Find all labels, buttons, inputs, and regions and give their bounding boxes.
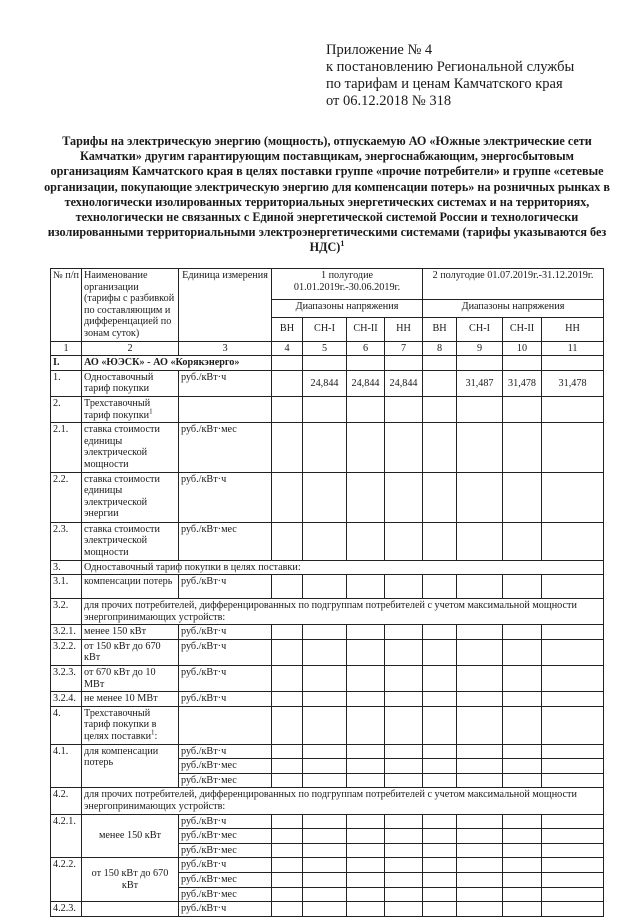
header-sn2-2: СН-II: [503, 317, 542, 341]
index-cell: 4: [272, 341, 303, 356]
row-name: [82, 396, 179, 422]
value-cell: [503, 666, 542, 692]
empty-cell: [385, 872, 423, 887]
row-unit: руб./кВт·мес: [179, 773, 272, 788]
row-name: компенсации потерь: [82, 575, 179, 599]
index-cell: 1: [51, 341, 82, 356]
row-num: 4.2.3.: [51, 902, 82, 917]
empty-cell: [542, 706, 604, 744]
empty-cell: [347, 902, 385, 917]
empty-cell: [347, 872, 385, 887]
value-cell: [303, 625, 347, 640]
empty-cell: [503, 887, 542, 902]
header-nn-1: НН: [385, 317, 423, 341]
empty-cell: [542, 872, 604, 887]
index-cell: 9: [457, 341, 503, 356]
value-cell: [423, 692, 457, 707]
empty-cell: [423, 843, 457, 858]
empty-cell: [385, 887, 423, 902]
header-sn2-1: СН-II: [347, 317, 385, 341]
row-name-text: Трехставочный тариф покупки в целях поставки: [84, 707, 157, 743]
row-name: не менее 10 МВт: [82, 692, 179, 707]
table-row: [51, 423, 604, 472]
row-num: 2.2.: [51, 472, 82, 522]
empty-cell: [423, 706, 457, 744]
value-cell: [385, 692, 423, 707]
empty-cell: [385, 773, 423, 788]
appendix-line-4: от 06.12.2018 № 318: [326, 93, 452, 109]
header-unit: Единица измерения: [179, 269, 272, 342]
empty-cell: [303, 396, 347, 422]
value-cell: [542, 625, 604, 640]
empty-cell: [272, 902, 303, 917]
row-name: от 150 кВт до 670 кВт: [82, 639, 179, 665]
empty-cell: [303, 858, 347, 873]
row-unit: руб./кВт·ч: [179, 472, 272, 522]
appendix-header: [326, 42, 626, 110]
row-name: [82, 902, 179, 917]
index-cell: 3: [179, 341, 272, 356]
row-name-suffix: :: [154, 731, 158, 743]
empty-cell: [457, 356, 503, 371]
value-cell: [303, 522, 347, 560]
row-unit: руб./кВт·ч: [179, 858, 272, 873]
index-cell: 10: [503, 341, 542, 356]
table-row: [51, 814, 604, 829]
index-cell: 8: [423, 341, 457, 356]
row-unit: руб./кВт·мес: [179, 829, 272, 844]
value-cell: [503, 575, 542, 599]
org-num: I.: [51, 356, 82, 371]
empty-cell: [503, 773, 542, 788]
empty-cell: [303, 814, 347, 829]
value-cell: [303, 472, 347, 522]
row-name: для компенсации потерь: [82, 744, 179, 788]
empty-cell: [457, 744, 503, 759]
value-cell: [303, 666, 347, 692]
row-unit: руб./кВт·мес: [179, 759, 272, 774]
empty-cell: [423, 814, 457, 829]
empty-cell: [542, 744, 604, 759]
row-unit: руб./кВт·ч: [179, 639, 272, 665]
table-row: [51, 706, 604, 744]
value-cell: [542, 666, 604, 692]
value-cell: [457, 666, 503, 692]
empty-cell: [385, 829, 423, 844]
index-cell: 7: [385, 341, 423, 356]
row-unit: руб./кВт·мес: [179, 887, 272, 902]
row-num: 4.2.2.: [51, 858, 82, 902]
row-num: 4.2.: [51, 788, 82, 814]
row-name: для прочих потребителей, дифференцированных по подгруппам потребителей с учетом максимальной мощности энергопринимающих устройств:: [82, 788, 604, 814]
row-name: [82, 706, 179, 744]
header-sn1-1: СН-I: [303, 317, 347, 341]
value-cell: [457, 692, 503, 707]
row-unit: руб./кВт·ч: [179, 692, 272, 707]
value-cell: [503, 472, 542, 522]
value-cell: [503, 423, 542, 472]
value-cell: [457, 472, 503, 522]
empty-cell: [457, 902, 503, 917]
row-num: 3.2.4.: [51, 692, 82, 707]
row-num: 4.1.: [51, 744, 82, 788]
row-num: 4.2.1.: [51, 814, 82, 858]
value-cell: [272, 575, 303, 599]
empty-cell: [423, 356, 457, 371]
value-cell: [503, 639, 542, 665]
empty-cell: [423, 902, 457, 917]
value-cell: [423, 472, 457, 522]
row-name: ставка стоимости единицы электрической энергии: [82, 472, 179, 522]
org-row: [51, 356, 604, 371]
row-name: Одноставочный тариф покупки: [82, 370, 179, 396]
title-footnote: 1: [340, 239, 345, 249]
row-unit: руб./кВт·мес: [179, 843, 272, 858]
row-unit: руб./кВт·мес: [179, 872, 272, 887]
row-name-text: Одноставочный тариф покупки в целях поставки:: [84, 561, 301, 573]
empty-cell: [303, 902, 347, 917]
tariff-table: [50, 268, 604, 917]
empty-cell: [347, 744, 385, 759]
empty-cell: [503, 396, 542, 422]
empty-cell: [303, 843, 347, 858]
empty-cell: [385, 858, 423, 873]
row-footnote: 1: [151, 728, 155, 737]
value-cell: [457, 639, 503, 665]
table-row: [51, 396, 604, 422]
empty-cell: [457, 829, 503, 844]
empty-cell: [503, 759, 542, 774]
value-cell: [272, 692, 303, 707]
value-cell: [423, 639, 457, 665]
index-cell: 6: [347, 341, 385, 356]
empty-cell: [385, 759, 423, 774]
value-cell: [347, 575, 385, 599]
row-num: 3.2.3.: [51, 666, 82, 692]
index-cell: 2: [82, 341, 179, 356]
document-title: [44, 134, 610, 256]
empty-cell: [303, 872, 347, 887]
empty-cell: [303, 887, 347, 902]
index-cell: 5: [303, 341, 347, 356]
empty-cell: [542, 858, 604, 873]
empty-cell: [272, 858, 303, 873]
row-num: 2.: [51, 396, 82, 422]
header-row-1: [51, 269, 604, 300]
empty-cell: [457, 814, 503, 829]
header-vn-2: ВН: [423, 317, 457, 341]
empty-cell: [272, 829, 303, 844]
value-cell: [272, 639, 303, 665]
empty-cell: [503, 872, 542, 887]
empty-cell: [423, 759, 457, 774]
value-cell: [457, 423, 503, 472]
table-row: [51, 692, 604, 707]
empty-cell: [503, 356, 542, 371]
row-unit: [179, 706, 272, 744]
header-name: Наименование организации (тарифы с разбивкой по составляющим и дифференцацией по зонам суток): [82, 269, 179, 342]
empty-cell: [347, 858, 385, 873]
value-cell: [272, 522, 303, 560]
header-sn1-2: СН-I: [457, 317, 503, 341]
value-cell: [385, 522, 423, 560]
empty-cell: [457, 759, 503, 774]
empty-cell: [457, 858, 503, 873]
value-cell: [457, 522, 503, 560]
value-cell: 24,844: [385, 370, 423, 396]
table-row: [51, 575, 604, 599]
empty-cell: [347, 814, 385, 829]
empty-cell: [303, 744, 347, 759]
index-row: [51, 341, 604, 356]
header-half2: 2 полугодие 01.07.2019г.-31.12.2019г.: [423, 269, 604, 300]
row-name: менее 150 кВт: [82, 814, 179, 858]
appendix-line-1: Приложение № 4: [326, 42, 433, 58]
empty-cell: [347, 356, 385, 371]
table-row: [51, 639, 604, 665]
empty-cell: [423, 829, 457, 844]
value-cell: [503, 625, 542, 640]
empty-cell: [457, 773, 503, 788]
value-cell: [385, 666, 423, 692]
value-cell: [272, 370, 303, 396]
empty-cell: [457, 396, 503, 422]
empty-cell: [542, 759, 604, 774]
empty-cell: [385, 706, 423, 744]
empty-cell: [542, 814, 604, 829]
header-nn-2: НН: [542, 317, 604, 341]
value-cell: [385, 575, 423, 599]
value-cell: [423, 575, 457, 599]
row-unit: руб./кВт·ч: [179, 666, 272, 692]
row-name-text: Трехставочный тариф покупки: [84, 397, 151, 421]
table-row: [51, 560, 604, 575]
value-cell: [347, 522, 385, 560]
table-row: [51, 625, 604, 640]
empty-cell: [303, 759, 347, 774]
empty-cell: [347, 829, 385, 844]
table-row: [51, 744, 604, 759]
value-cell: [542, 423, 604, 472]
row-name: [82, 560, 604, 575]
value-cell: 24,844: [303, 370, 347, 396]
table-row: [51, 666, 604, 692]
row-name: от 150 кВт до 670 кВт: [82, 858, 179, 902]
value-cell: [347, 472, 385, 522]
empty-cell: [347, 843, 385, 858]
empty-cell: [385, 843, 423, 858]
empty-cell: [385, 814, 423, 829]
value-cell: [303, 575, 347, 599]
value-cell: [542, 522, 604, 560]
row-name: ставка стоимости электрической мощности: [82, 522, 179, 560]
row-unit: руб./кВт·ч: [179, 575, 272, 599]
row-footnote: 1: [149, 407, 153, 416]
value-cell: [542, 639, 604, 665]
header-half1: 1 полугодие 01.01.2019г.-30.06.2019г.: [272, 269, 423, 300]
value-cell: [423, 370, 457, 396]
empty-cell: [423, 744, 457, 759]
empty-cell: [272, 744, 303, 759]
value-cell: [347, 625, 385, 640]
value-cell: [347, 639, 385, 665]
value-cell: [385, 423, 423, 472]
table-row: [51, 370, 604, 396]
empty-cell: [423, 396, 457, 422]
row-num: 2.3.: [51, 522, 82, 560]
value-cell: [542, 472, 604, 522]
empty-cell: [503, 902, 542, 917]
row-num: 2.1.: [51, 423, 82, 472]
row-num: 3.: [51, 560, 82, 575]
empty-cell: [423, 887, 457, 902]
empty-cell: [272, 843, 303, 858]
appendix-line-3: по тарифам и ценам Камчатского края: [326, 76, 563, 92]
row-num: 4.: [51, 706, 82, 744]
row-unit: руб./кВт·ч: [179, 370, 272, 396]
row-unit: руб./кВт·ч: [179, 902, 272, 917]
empty-cell: [272, 773, 303, 788]
row-name: от 670 кВт до 10 МВт: [82, 666, 179, 692]
empty-cell: [542, 356, 604, 371]
table-row: [51, 522, 604, 560]
table-row: [51, 599, 604, 625]
value-cell: [423, 625, 457, 640]
table-row: [51, 472, 604, 522]
empty-cell: [272, 396, 303, 422]
value-cell: [503, 692, 542, 707]
value-cell: 31,487: [457, 370, 503, 396]
row-name: ставка стоимости единицы электрической мощности: [82, 423, 179, 472]
empty-cell: [542, 887, 604, 902]
value-cell: [347, 423, 385, 472]
row-num: 3.2.: [51, 599, 82, 625]
row-unit: руб./кВт·ч: [179, 625, 272, 640]
empty-cell: [303, 829, 347, 844]
row-unit: руб./кВт·ч: [179, 744, 272, 759]
value-cell: [457, 625, 503, 640]
row-unit: руб./кВт·ч: [179, 814, 272, 829]
empty-cell: [303, 356, 347, 371]
empty-cell: [272, 872, 303, 887]
value-cell: [423, 423, 457, 472]
empty-cell: [272, 887, 303, 902]
header-vn-1: ВН: [272, 317, 303, 341]
value-cell: [503, 522, 542, 560]
empty-cell: [423, 872, 457, 887]
value-cell: [542, 692, 604, 707]
empty-cell: [272, 814, 303, 829]
empty-cell: [503, 858, 542, 873]
empty-cell: [542, 843, 604, 858]
empty-cell: [303, 706, 347, 744]
value-cell: [423, 666, 457, 692]
empty-cell: [272, 706, 303, 744]
row-unit: руб./кВт·мес: [179, 423, 272, 472]
empty-cell: [347, 396, 385, 422]
empty-cell: [542, 396, 604, 422]
value-cell: 24,844: [347, 370, 385, 396]
value-cell: [423, 522, 457, 560]
empty-cell: [347, 759, 385, 774]
value-cell: 31,478: [542, 370, 604, 396]
row-name: менее 150 кВт: [82, 625, 179, 640]
empty-cell: [503, 814, 542, 829]
value-cell: [272, 472, 303, 522]
empty-cell: [347, 706, 385, 744]
header-ranges-2: Диапазоны напряжения: [423, 300, 604, 317]
empty-cell: [503, 706, 542, 744]
empty-cell: [503, 843, 542, 858]
empty-cell: [385, 356, 423, 371]
header-num: № п/п: [51, 269, 82, 342]
empty-cell: [385, 396, 423, 422]
empty-cell: [542, 829, 604, 844]
empty-cell: [542, 773, 604, 788]
value-cell: [347, 692, 385, 707]
empty-cell: [303, 773, 347, 788]
value-cell: [303, 639, 347, 665]
value-cell: [385, 472, 423, 522]
value-cell: [303, 423, 347, 472]
value-cell: [385, 625, 423, 640]
value-cell: [303, 692, 347, 707]
org-name: АО «ЮЭСК» - АО «Корякэнерго»: [82, 356, 272, 371]
row-num: 3.2.2.: [51, 639, 82, 665]
value-cell: [385, 639, 423, 665]
empty-cell: [423, 773, 457, 788]
value-cell: [272, 423, 303, 472]
empty-cell: [457, 843, 503, 858]
empty-cell: [272, 759, 303, 774]
value-cell: [457, 575, 503, 599]
empty-cell: [385, 744, 423, 759]
row-unit: [179, 396, 272, 422]
empty-cell: [423, 858, 457, 873]
value-cell: 31,478: [503, 370, 542, 396]
appendix-line-2: к постановлению Региональной службы: [326, 59, 575, 75]
table-row: [51, 858, 604, 873]
index-cell: 11: [542, 341, 604, 356]
value-cell: [542, 575, 604, 599]
empty-cell: [503, 829, 542, 844]
empty-cell: [503, 744, 542, 759]
row-num: 3.1.: [51, 575, 82, 599]
empty-cell: [347, 887, 385, 902]
table-row: [51, 902, 604, 917]
empty-cell: [457, 706, 503, 744]
empty-cell: [457, 887, 503, 902]
row-unit: руб./кВт·мес: [179, 522, 272, 560]
value-cell: [347, 666, 385, 692]
value-cell: [272, 625, 303, 640]
header-ranges-1: Диапазоны напряжения: [272, 300, 423, 317]
title-text: Тарифы на электрическую энергию (мощность), отпускаемую АО «Южные электрические сети Камчатки» другим гарантирующим поставщикам, энергоснабжающим, энергосбытовым организациям Камчатского края в целях поставки группе «прочие потребители» и группе «сетевые организации, покупающие электрическую энергию для компенсации потерь» на розничных рынках в технологически изолированных территориальных энергетических системах и на территориях, технологически не связанных с Единой энергетической системой России и технологически изолированными территориальными электроэнергетическими системами (тарифы указываются без НДС): [44, 134, 610, 255]
empty-cell: [542, 902, 604, 917]
table-row: [51, 788, 604, 814]
row-name: для прочих потребителей, дифференцированных по подгруппам потребителей с учетом максимальной мощности энергопринимающих устройств:: [82, 599, 604, 625]
empty-cell: [272, 356, 303, 371]
value-cell: [272, 666, 303, 692]
empty-cell: [457, 872, 503, 887]
empty-cell: [347, 773, 385, 788]
row-num: 3.2.1.: [51, 625, 82, 640]
empty-cell: [385, 902, 423, 917]
row-num: 1.: [51, 370, 82, 396]
